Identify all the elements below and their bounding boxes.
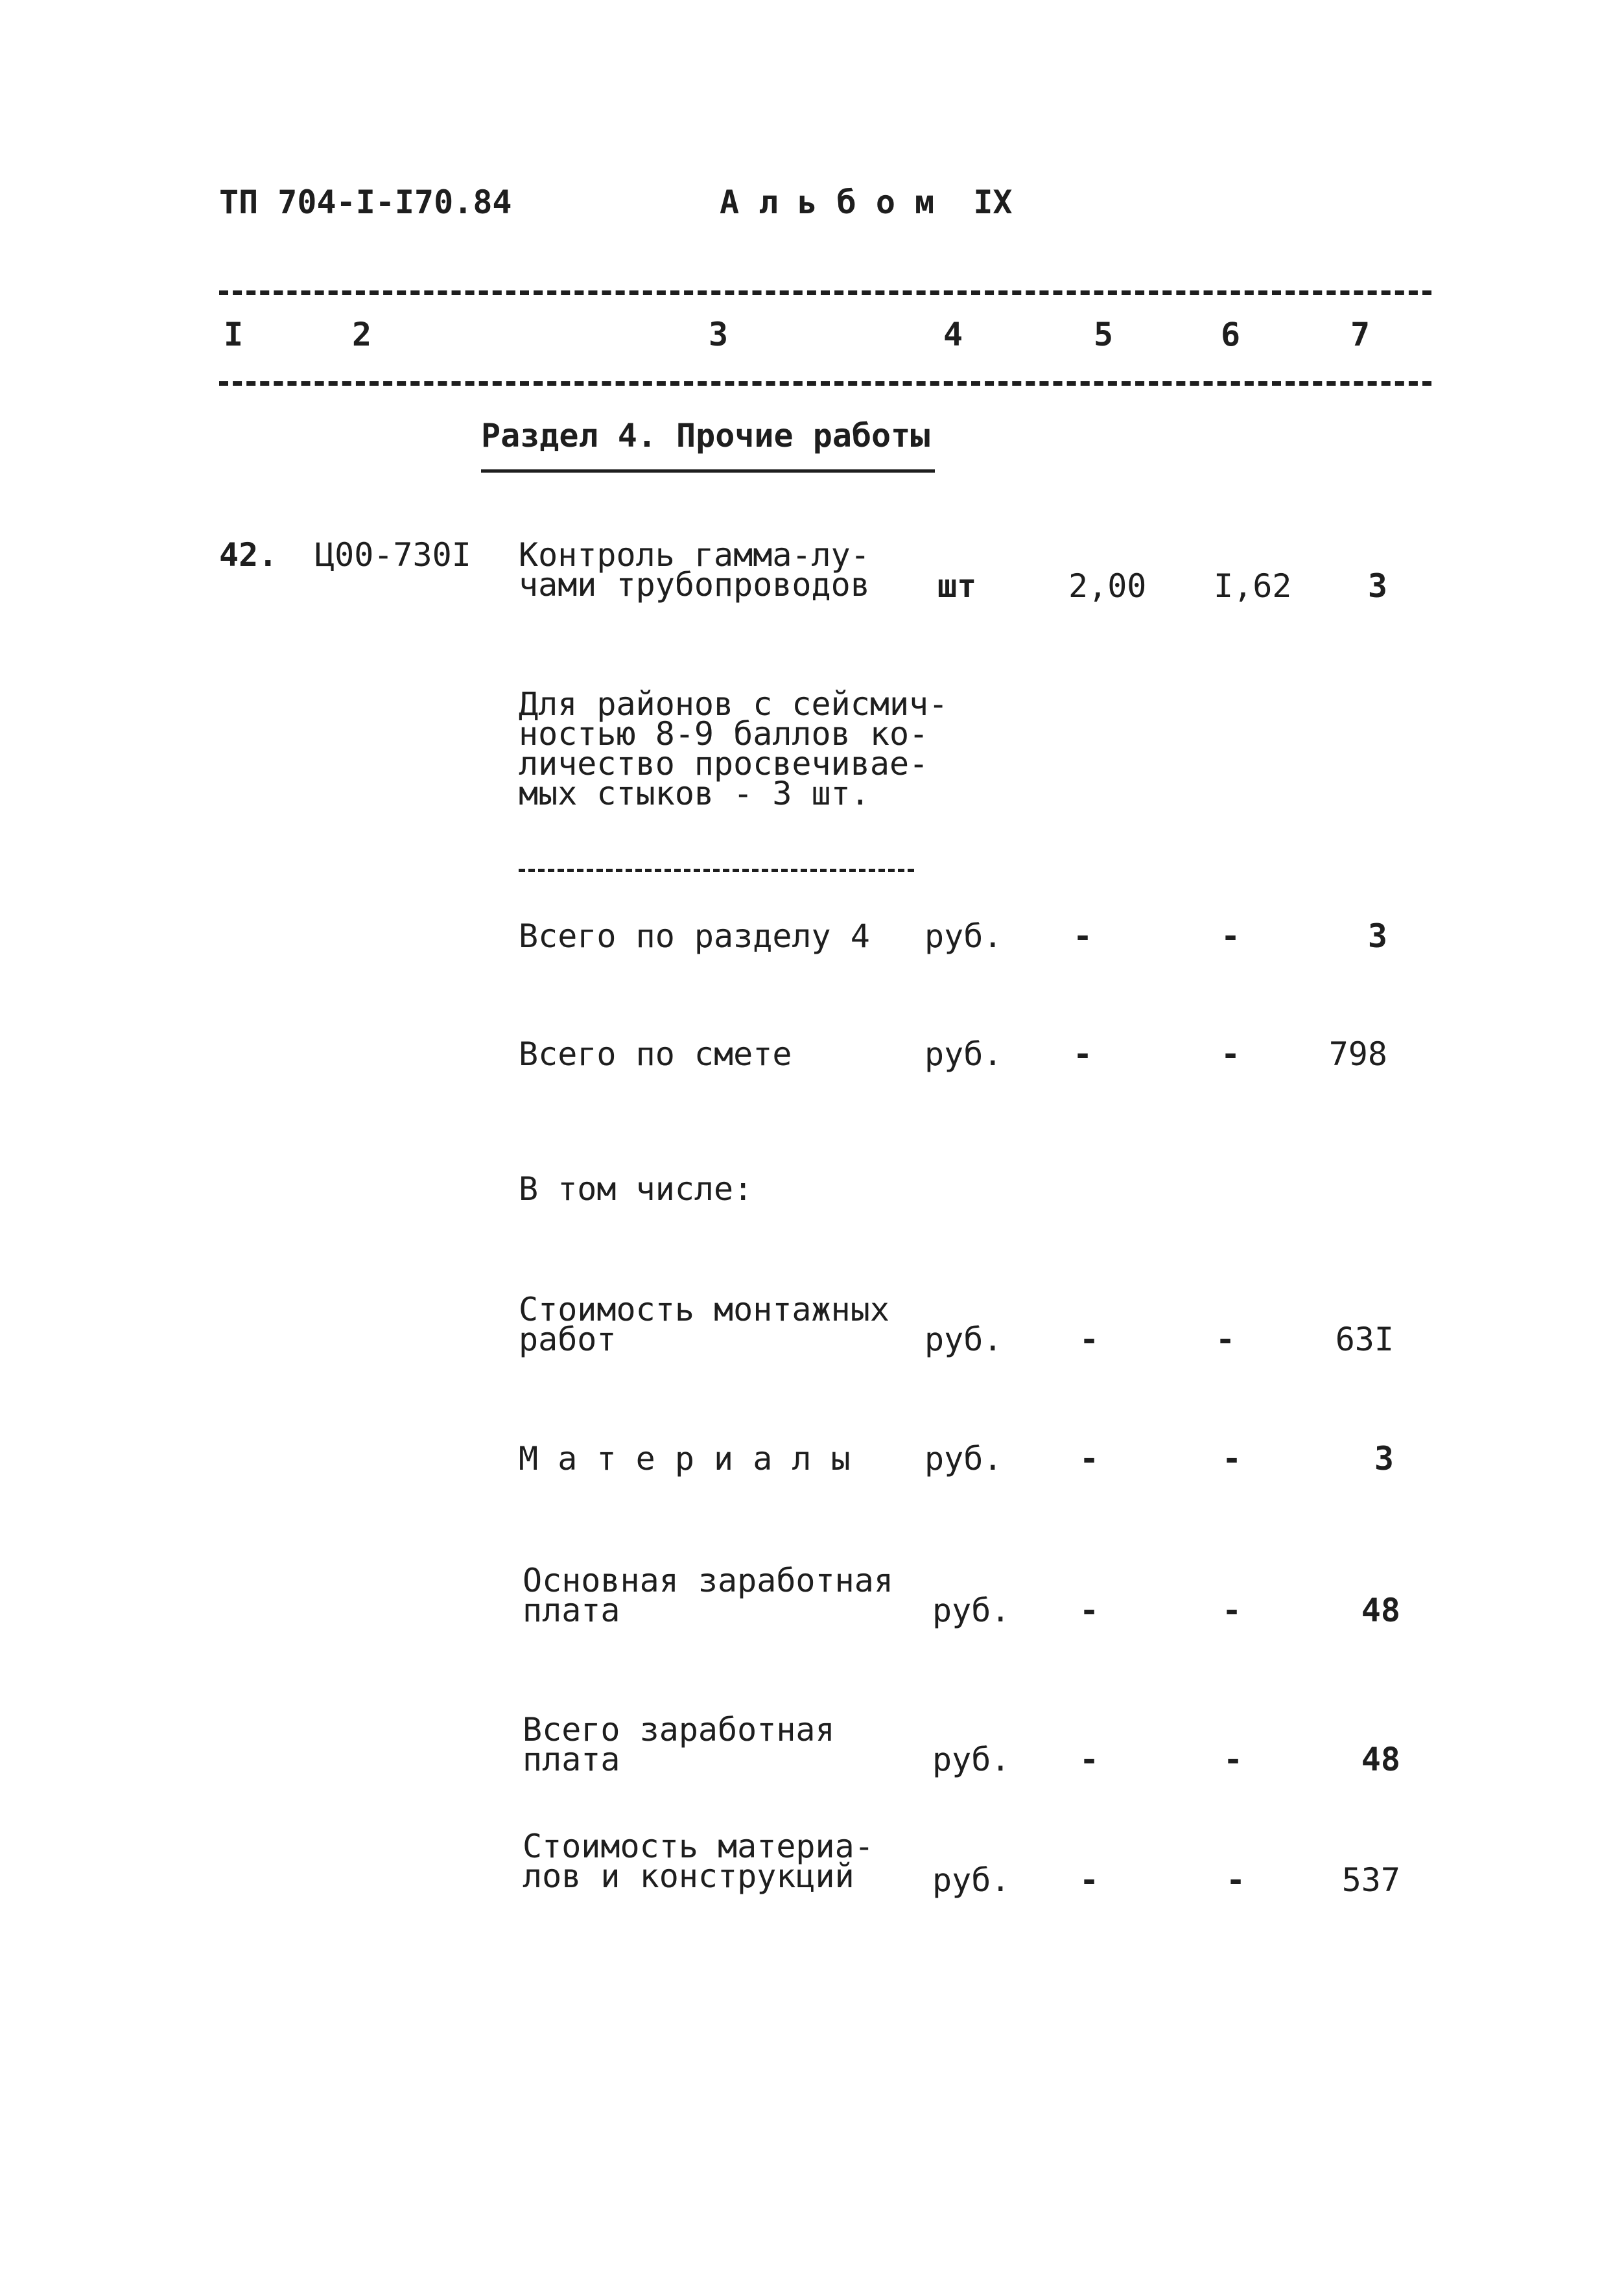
breakdown-col5: - bbox=[1079, 1440, 1100, 1478]
column-number-6: 6 bbox=[1220, 316, 1241, 353]
breakdown-unit: руб. bbox=[924, 1440, 1003, 1478]
item-unit: шт bbox=[937, 567, 977, 605]
breakdown-label-line-2: плата bbox=[523, 1741, 620, 1778]
including-label: В том числе: bbox=[519, 1170, 753, 1208]
note-line-1: Для районов с сейсмич- bbox=[519, 685, 948, 723]
total-label: Всего по смете bbox=[519, 1035, 792, 1073]
item-name-line-1: Контроль гамма-лу- bbox=[519, 536, 870, 574]
breakdown-value: 3 bbox=[1374, 1440, 1394, 1478]
album-label: А л ь б о м IX bbox=[720, 183, 1013, 221]
item-total: 3 bbox=[1367, 567, 1387, 605]
breakdown-value: 63I bbox=[1335, 1321, 1394, 1358]
section-title: Раздел 4. Прочие работы bbox=[481, 417, 930, 454]
item-number: 42. bbox=[219, 536, 278, 574]
column-number-1: I bbox=[223, 316, 244, 353]
total-label: Всего по разделу 4 bbox=[519, 917, 870, 955]
column-number-4: 4 bbox=[943, 316, 963, 353]
total-col5: - bbox=[1072, 917, 1093, 955]
breakdown-label-line-2: работ bbox=[519, 1321, 617, 1358]
breakdown-label-line-1: Стоимость материа- bbox=[523, 1828, 874, 1865]
breakdown-label-line-1: Всего заработная bbox=[523, 1711, 835, 1748]
item-name-line-2: чами трубопроводов bbox=[519, 566, 870, 604]
breakdown-col5: - bbox=[1079, 1741, 1100, 1778]
breakdown-value: 48 bbox=[1361, 1741, 1400, 1778]
table-header-top-rule bbox=[219, 290, 1431, 295]
breakdown-value: 537 bbox=[1341, 1861, 1400, 1899]
breakdown-label-line-2: лов и конструкций bbox=[523, 1857, 854, 1895]
breakdown-unit: руб. bbox=[932, 1861, 1011, 1899]
column-number-3: 3 bbox=[708, 316, 729, 353]
breakdown-col5: - bbox=[1079, 1861, 1100, 1899]
breakdown-col6: - bbox=[1221, 1440, 1242, 1478]
total-value: 3 bbox=[1367, 917, 1387, 955]
note-line-2: ностью 8-9 баллов ко- bbox=[519, 715, 929, 753]
column-number-7: 7 bbox=[1350, 316, 1371, 353]
breakdown-unit: руб. bbox=[932, 1592, 1011, 1629]
breakdown-col6: - bbox=[1215, 1321, 1236, 1358]
note-line-4: мых стыков - 3 шт. bbox=[519, 775, 870, 812]
breakdown-value: 48 bbox=[1361, 1592, 1400, 1629]
breakdown-label-line-1: Стоимость монтажных bbox=[519, 1291, 889, 1328]
breakdown-unit: руб. bbox=[932, 1741, 1011, 1778]
breakdown-col5: - bbox=[1079, 1592, 1100, 1629]
total-unit: руб. bbox=[924, 917, 1003, 955]
total-value: 798 bbox=[1328, 1035, 1387, 1073]
breakdown-col6: - bbox=[1221, 1592, 1242, 1629]
breakdown-label-line-2: плата bbox=[523, 1592, 620, 1629]
breakdown-col5: - bbox=[1079, 1321, 1100, 1358]
total-col6: - bbox=[1220, 1035, 1241, 1073]
section-title-underline bbox=[481, 469, 935, 473]
column-number-5: 5 bbox=[1093, 316, 1114, 353]
total-col6: - bbox=[1220, 917, 1241, 955]
breakdown-col6: - bbox=[1223, 1741, 1243, 1778]
subtotal-separator bbox=[519, 869, 914, 872]
item-unit-price: I,62 bbox=[1214, 567, 1292, 605]
breakdown-unit: руб. bbox=[924, 1321, 1003, 1358]
breakdown-label-line-1: М а т е р и а л ы bbox=[519, 1440, 851, 1478]
note-line-3: личество просвечивае- bbox=[519, 745, 929, 783]
document-code: ТП 704-I-I70.84 bbox=[219, 183, 512, 221]
item-quantity: 2,00 bbox=[1068, 567, 1147, 605]
breakdown-label-line-1: Основная заработная bbox=[523, 1562, 893, 1599]
item-code: Ц00-730I bbox=[315, 536, 471, 574]
total-col5: - bbox=[1072, 1035, 1093, 1073]
total-unit: руб. bbox=[924, 1035, 1003, 1073]
breakdown-col6: - bbox=[1225, 1861, 1246, 1899]
table-header-bottom-rule bbox=[219, 381, 1431, 386]
column-number-2: 2 bbox=[351, 316, 372, 353]
